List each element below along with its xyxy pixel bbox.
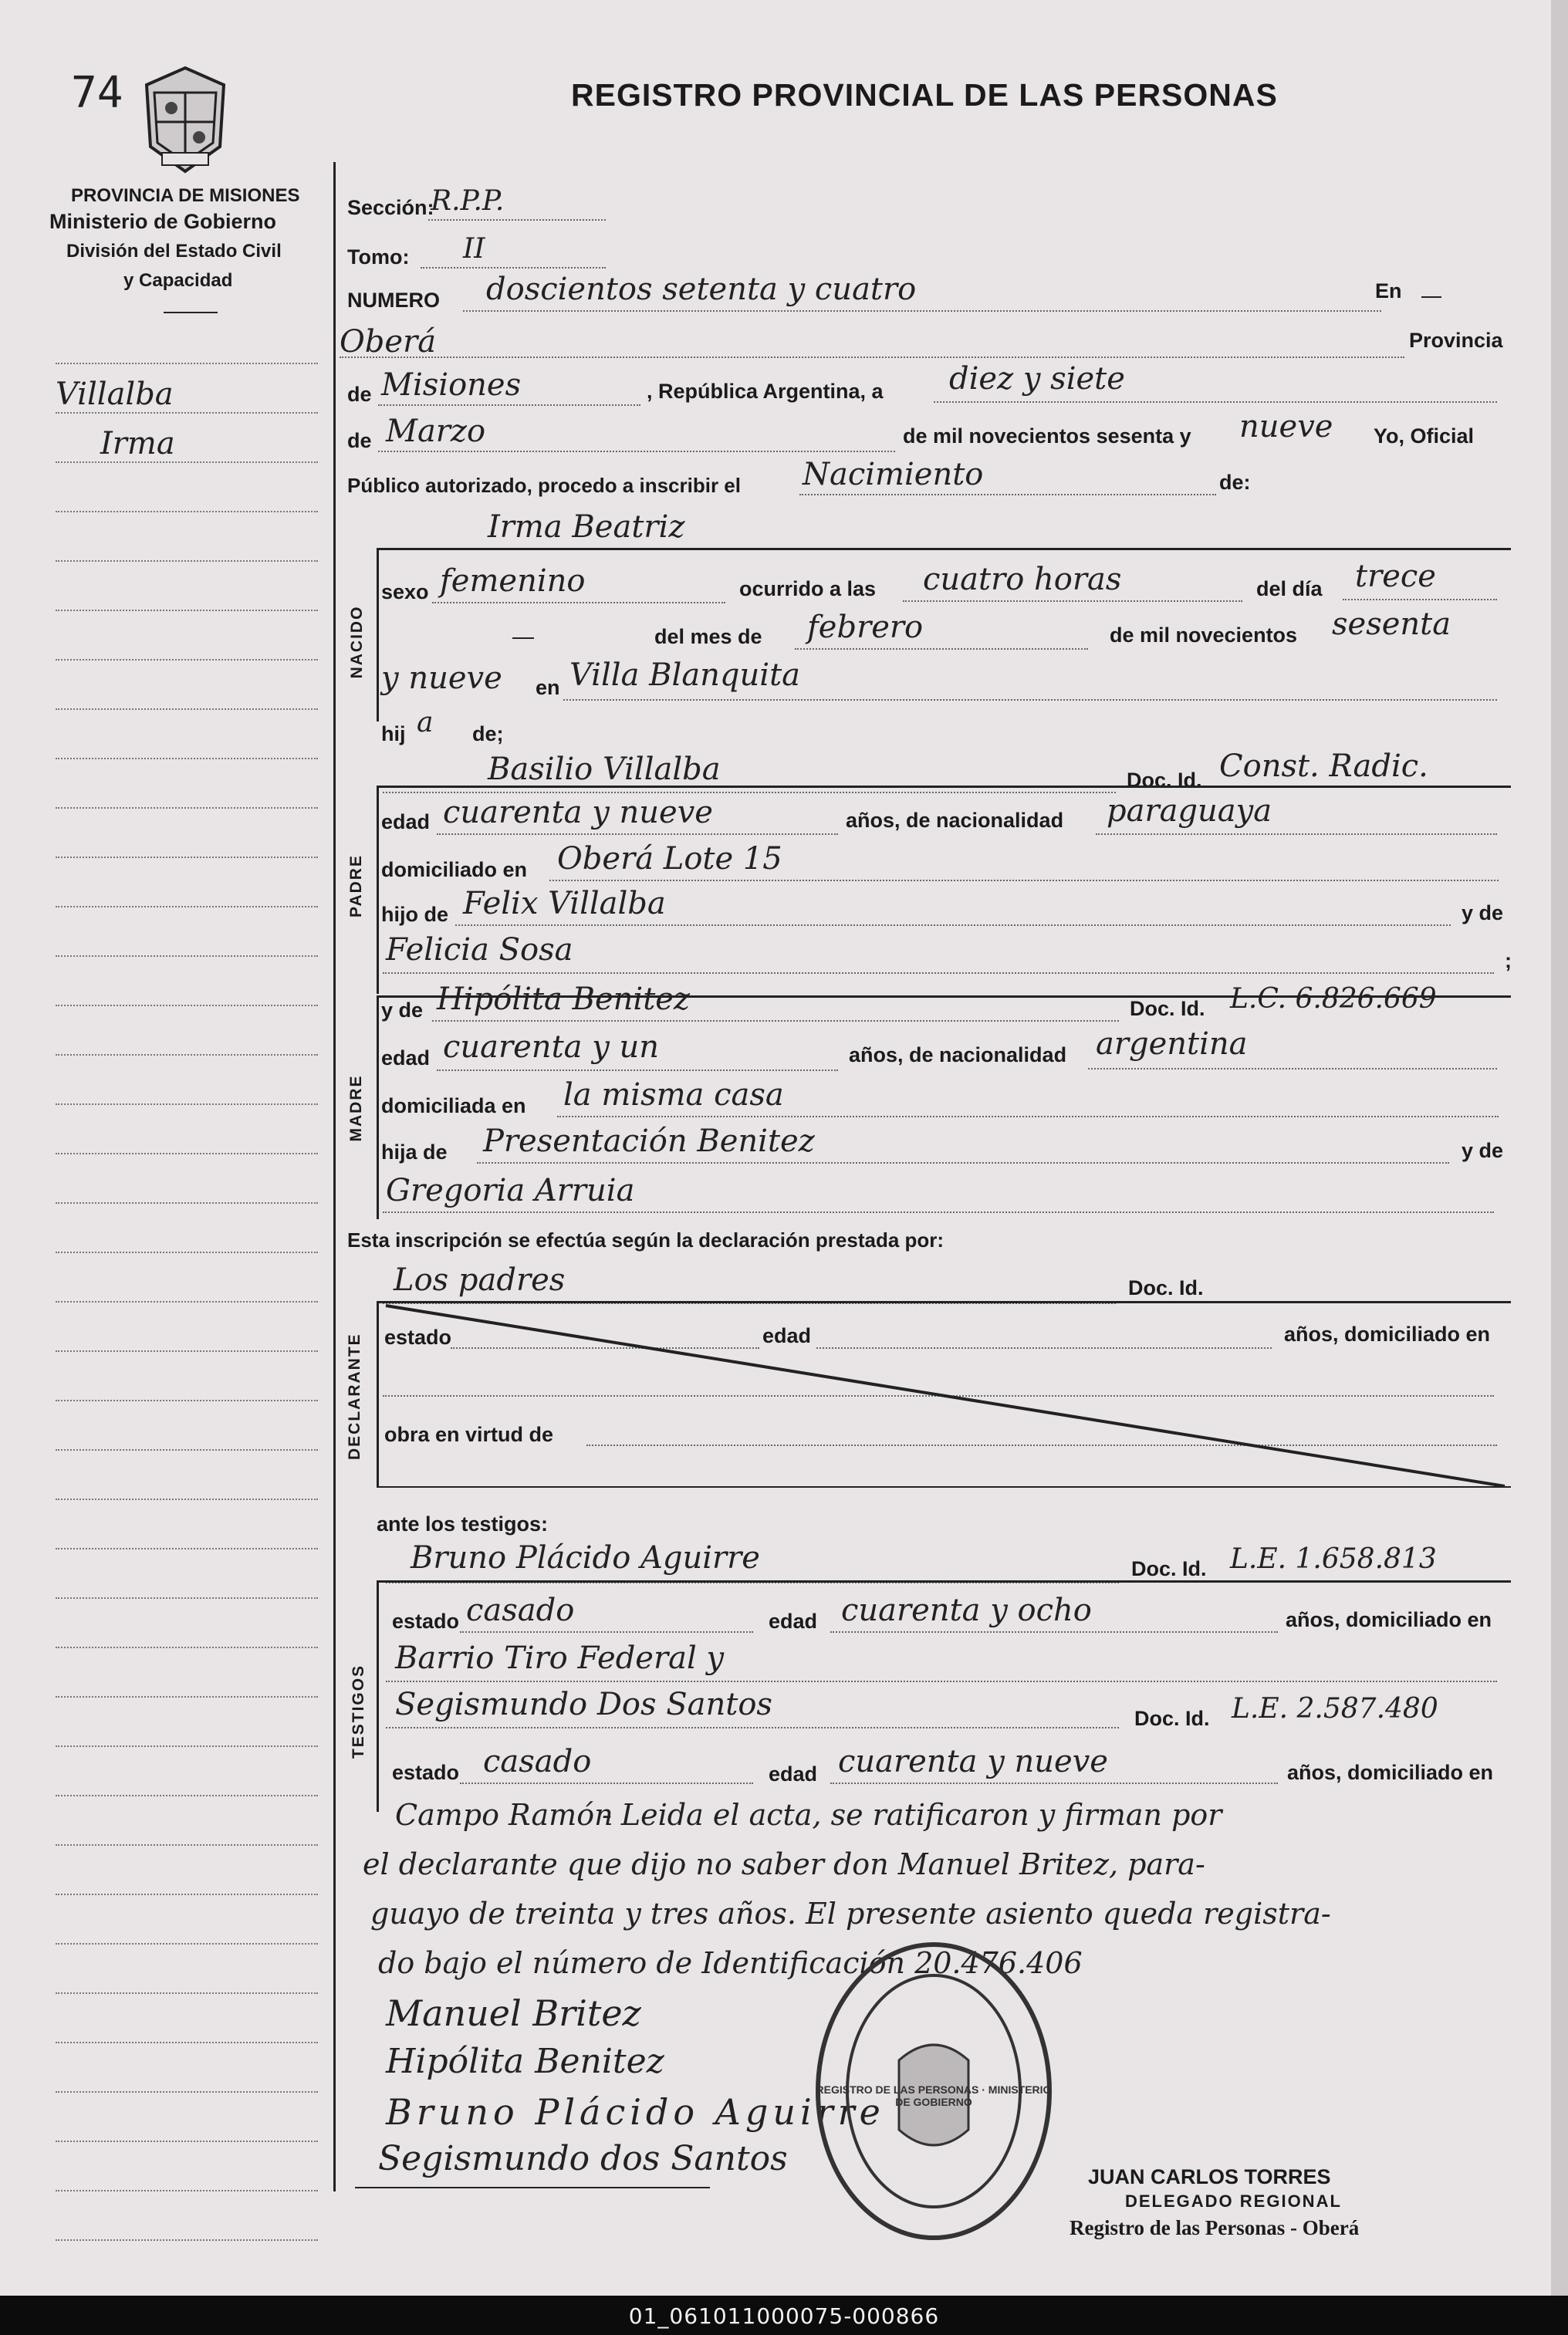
margin-rule [56,2091,318,2093]
margin-rule [56,1795,318,1796]
declarante-edad-label: edad [762,1324,812,1347]
de2-label: de [347,429,372,452]
margin-firstname: Irma [100,426,175,461]
en-label: En [1375,279,1402,302]
padre-section-label: PADRE [347,854,365,917]
de-label: de [347,383,372,406]
closing-line-2: el declarante que dijo no saber don Manuel Britez, para- [363,1847,1205,1881]
margin-rule [56,1696,318,1698]
margin-rule [56,412,318,414]
anio-cont-value: y nueve [381,661,502,696]
page-number: 74 [71,68,123,118]
sexo-label: sexo [381,580,429,603]
padre-domicilio-value: Oberá Lote 15 [557,841,782,877]
issuer-capacity: y Capacidad [123,270,233,291]
margin-rule [56,1597,318,1599]
margin-rule [56,1647,318,1648]
nacido-top-rule [377,548,1511,550]
madre-edad-value: cuarenta y un [443,1029,660,1065]
scan-footer-id: 01_061011000075-000866 [628,2303,940,2329]
testigos-section-label: TESTIGOS [350,1664,367,1759]
mes-value: febrero [807,610,924,645]
signature-4: Segismundo dos Santos [378,2139,788,2178]
witness2-edad-label: edad [769,1762,818,1786]
madre-father-value: Presentación Benitez [483,1124,815,1159]
madre-nacionalidad-value: argentina [1096,1026,1248,1062]
madre-y-de-label: y de [381,999,424,1022]
page-gutter [1551,0,1568,2296]
margin-rule [56,708,318,710]
ocurrido-label: ocurrido a las [739,577,877,600]
provincial-seal-icon [131,62,239,177]
witness1-doc-label: Doc. Id. [1131,1557,1207,1580]
issuer-division: División del Estado Civil [66,241,282,262]
margin-rule [56,2239,318,2241]
father-name: Basilio Villalba [488,752,721,787]
nacido-de-label: de; [472,722,504,745]
numero-label: NUMERO [347,289,440,312]
witness1-anios-label: años, domiciliado en [1286,1608,1492,1631]
province-value: Misiones [381,367,522,403]
year-value: nueve [1239,409,1333,444]
margin-rule [56,1844,318,1846]
nacido-en-label: en [536,676,560,699]
closing-line-3: guayo de treinta y tres años. El presente asiento queda registra- [370,1897,1331,1931]
republica-label: , República Argentina, a [647,380,884,403]
witness1-domicilio: Barrio Tiro Federal y [395,1641,725,1676]
margin-rule [56,2141,318,2142]
margin-rule [56,906,318,907]
margin-rule [56,659,318,661]
madre-mother-value: Gregoria Arruia [386,1173,635,1208]
declarante-anios-label: años, domiciliado en [1284,1323,1491,1346]
witness2-name: Segismundo Dos Santos [395,1687,772,1722]
witness1-doc-value: L.E. 1.658.813 [1230,1543,1437,1575]
margin-rule [56,1202,318,1204]
signature-3: Bruno Plácido Aguirre [386,2091,885,2133]
mother-name: Hipólita Benitez [437,982,691,1017]
anio-value: sesenta [1332,607,1451,642]
signature-2: Hipólita Benitez [386,2042,664,2081]
padre-y-de-label: y de [1462,901,1504,924]
madre-domicilio-value: la misma casa [563,1077,784,1113]
nacido-section-label: NACIDO [348,605,366,679]
padre-father-value: Felix Villalba [463,886,666,921]
margin-rule [56,1894,318,1895]
seccion-label: Sección: [347,196,434,219]
padre-doc-label: Doc. Id. [1127,769,1202,792]
margin-rule [56,2190,318,2191]
act-value: Nacimiento [803,457,984,492]
padre-mother-value: Felicia Sosa [386,932,573,968]
witness2-estado-label: estado [392,1761,460,1784]
margin-rule [56,363,318,364]
stamp-text: REGISTRO DE LAS PERSONAS · MINISTERIO DE GOBIERNO [816,2083,1052,2108]
margin-rule [56,1301,318,1303]
margin-rule [56,807,318,809]
madre-doc-label: Doc. Id. [1130,997,1205,1020]
witness1-edad-label: edad [769,1610,818,1633]
numero-value: doscientos setenta y cuatro [486,272,917,307]
madre-edad-label: edad [381,1046,431,1070]
padre-anios-label: años, de nacionalidad [846,809,1064,832]
padre-hijo-label: hijo de [381,903,448,926]
declarante-section-label: DECLARANTE [346,1333,363,1460]
padre-semicolon: ; [1505,949,1512,972]
padre-domicilio-label: domiciliado en [381,858,528,881]
witness1-edad-value: cuarenta y ocho [841,1593,1092,1628]
witness2-estado-value: casado [483,1744,592,1779]
month-value: Marzo [386,414,486,449]
issuer-rule [164,312,218,313]
madre-section-label: MADRE [347,1074,365,1142]
padre-edad-label: edad [381,810,431,833]
witness2-domicilio: Campo Ramón [395,1798,613,1832]
dia-value: trece [1355,559,1436,594]
declarante-intro: Esta inscripción se efectúa según la declaración prestada por: [347,1228,945,1252]
place-value: Oberá [340,324,437,360]
padre-nacionalidad-value: paraguaya [1107,793,1272,829]
declarante-cancel-line [378,1301,1512,1486]
oficial-label: Yo, Oficial [1374,424,1475,448]
signature-1: Manuel Britez [386,1992,641,2034]
witness2-doc-value: L.E. 2.587.480 [1232,1693,1438,1725]
child-name: Irma Beatriz [488,509,685,545]
margin-rule [56,2042,318,2043]
hora-value: cuatro horas [923,562,1122,597]
margin-rule [56,610,318,611]
margin-rule [56,1992,318,1994]
birthplace-value: Villa Blanquita [569,657,801,693]
margin-rule [56,1400,318,1401]
margin-rule [56,1745,318,1747]
margin-rule [56,1499,318,1500]
witness1-name: Bruno Plácido Aguirre [411,1540,760,1576]
margin-rule [56,1103,318,1105]
declarante-name: Los padres [394,1262,566,1298]
day-value: diez y siete [949,361,1125,397]
closing-line-1: - Leida el acta, se ratificaron y firman por [602,1798,1222,1832]
madre-hija-label: hija de [381,1140,448,1164]
issuer-ministry: Ministerio de Gobierno [49,210,277,233]
madre-domicilio-label: domiciliada en [381,1094,526,1117]
column-divider [333,162,336,2191]
witness1-estado-label: estado [392,1610,460,1633]
margin-rule [56,1005,318,1006]
sexo-value: femenino [440,563,586,599]
tomo-value: II [463,233,485,265]
margin-rule [56,560,318,562]
document-title: REGISTRO PROVINCIAL DE LAS PERSONAS [571,77,1278,113]
year-label: de mil novecientos sesenta y [903,424,1191,448]
witness2-anios-label: años, domiciliado en [1287,1761,1494,1784]
margin-rule [56,1054,318,1056]
testigos-intro: ante los testigos: [377,1512,549,1536]
issuer-province: PROVINCIA DE MISIONES [71,185,300,206]
margin-rule [56,857,318,858]
tomo-label: Tomo: [347,245,410,269]
mil-label: de mil novecientos [1110,623,1298,647]
witness2-doc-label: Doc. Id. [1134,1707,1210,1730]
margin-surname: Villalba [56,377,174,412]
padre-doc-value: Const. Radic. [1219,748,1428,784]
provincia-label: Provincia [1409,329,1503,352]
margin-rule [56,1943,318,1945]
publico-label: Público autorizado, procedo a inscribir el [347,474,741,497]
padre-edad-value: cuarenta y nueve [443,795,713,830]
margin-rule [56,1252,318,1253]
official-name: JUAN CARLOS TORRES [1088,2165,1331,2188]
del-dia-label: del día [1256,577,1323,600]
margin-rule [56,1350,318,1352]
de3-label: de: [1219,471,1251,494]
official-role: DELEGADO REGIONAL [1125,2191,1342,2211]
madre-anios-label: años, de nacionalidad [849,1043,1067,1066]
margin-rule [56,1449,318,1451]
witness2-edad-value: cuarenta y nueve [838,1744,1108,1779]
margin-rule [56,511,318,512]
hij-label: hij [381,722,406,745]
madre-y-de-label2: y de [1462,1139,1504,1162]
margin-rule [56,1153,318,1154]
madre-doc-value: L.C. 6.826.669 [1230,983,1437,1015]
hij-value: a [417,707,434,738]
witness1-estado-value: casado [466,1593,575,1628]
closing-line-4: do bajo el número de Identificación 20.476.406 [378,1946,1083,1980]
margin-rule [56,461,318,463]
margin-rule [56,1548,318,1549]
seccion-value: R.P.P. [431,185,505,217]
official-office: Registro de las Personas - Oberá [1070,2216,1360,2239]
declarante-doc-label: Doc. Id. [1128,1276,1204,1299]
declarante-estado-label: estado [384,1326,452,1349]
margin-rule [56,955,318,957]
margin-rule [56,758,318,759]
declarante-obra-label: obra en virtud de [384,1423,554,1446]
del-mes-label: del mes de [654,625,762,648]
